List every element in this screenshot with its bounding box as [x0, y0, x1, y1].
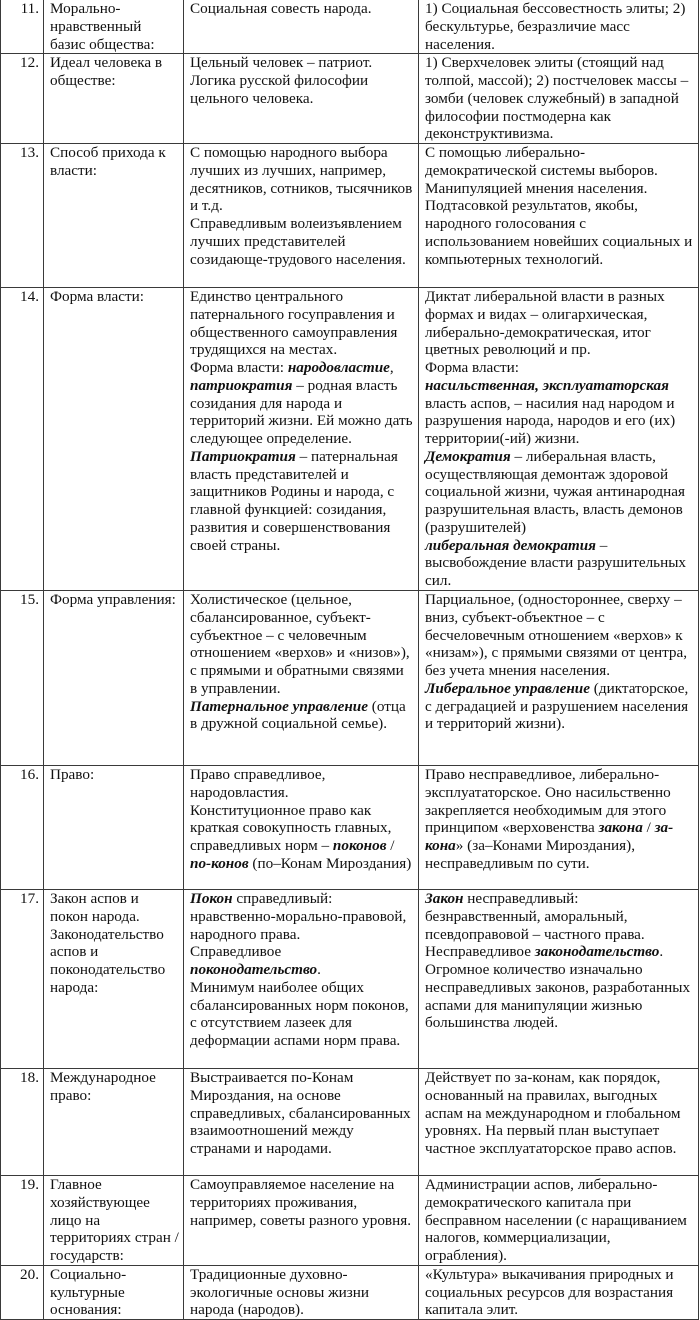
- cell-text: Право несправедливое, либерально-эксплуататорское. Оно насильственно закрепляется необходимым для этого принципом «верховенства: [425, 766, 671, 837]
- row-number: 11.: [1, 0, 44, 54]
- liberal-model-cell: [419, 0, 699, 54]
- cell-text: Справедливым волеизъявлением лучших представителей созидающе-трудового населения.: [190, 215, 406, 268]
- cell-text: Конституционное право как краткая совокупность главных, справедливых норм –: [190, 801, 392, 854]
- criterion-cell: Форма власти:: [44, 288, 184, 591]
- cell-text: Форма власти:: [425, 359, 520, 376]
- cell-text: Выстраивается по-Конам Мироздания, на основе справедливых, сбалансированных взаимоотношений между странами и народами.: [190, 1069, 411, 1157]
- cell-text: Самоуправляемое население на территориях проживания, например, советы разного уровня.: [190, 1176, 412, 1229]
- emphasized-term: патриократия: [190, 376, 293, 394]
- cell-text: Диктат либеральной власти в разных формах и видах – олигархическая, либерально-демократическая, итог цветных революций и пр.: [425, 288, 665, 359]
- cell-text: Форма власти:: [190, 359, 288, 376]
- liberal-model-cell: [419, 1265, 699, 1319]
- cell-text: справедливый: нравственно-морально-правовой, народного права.: [190, 890, 407, 943]
- people-model-cell: [184, 144, 419, 288]
- cell-text: – родная власть созидания для народа и территорий жизни. Ей можно дать следующее определение.: [190, 376, 413, 447]
- emphasized-term: Закон: [425, 890, 464, 907]
- emphasized-term: народовластие: [287, 359, 390, 376]
- table-row: [1, 1265, 699, 1319]
- cell-text: С помощью либерально-демократической системы выборов.: [425, 144, 658, 179]
- cell-text: – высвобождение власти разрушительных сил.: [425, 536, 687, 589]
- cell-text: (диктаторское, с деградацией и разрушением населения и территорий жизни).: [425, 679, 689, 733]
- criterion-cell: Морально-нравственный базис общества:: [44, 0, 184, 54]
- table-body: [1, 0, 699, 1320]
- cell-text: Право справедливое, народовластия.: [190, 766, 326, 801]
- cell-text: (по–Конам Мироздания): [248, 854, 412, 872]
- row-number: 18.: [1, 1069, 44, 1176]
- cell-text: Парциальное, (одностороннее, сверху – вниз, субъект-объектное – с бесчеловечным отношением «верхов» к «низам»), с прямыми связями от центра, без учета мнения населения.: [425, 591, 688, 679]
- people-model-cell: [184, 890, 419, 1069]
- cell-text: – либеральная власть, осуществляющая демонтаж здоровой социальной жизни, чужая антинародная разрушительная власть, власть демонов (разрушителей): [425, 447, 685, 536]
- row-number: 14.: [1, 288, 44, 591]
- people-model-cell: [184, 766, 419, 890]
- table-row: [1, 1069, 699, 1176]
- cell-text: «Культура» выкачивания природных и социальных ресурсов для возрастания капитала элит.: [425, 1265, 674, 1319]
- criterion-cell: Закон аспов и покон народа. Законодательство аспов и поконодательство народа:: [44, 890, 184, 1069]
- criterion-cell: Главное хозяйствующее лицо на территориях стран / государств:: [44, 1176, 184, 1266]
- cell-text: Огромное количество изначально несправедливых законов, разработанных аспами для манипуляции жизнью большинства людей.: [425, 961, 691, 1032]
- people-model-cell: [184, 1265, 419, 1319]
- table-row: [1, 0, 699, 54]
- cell-text: 1) Сверхчеловек элиты (стоящий над толпой, массой); 2) постчеловек массы – зомби (человек служебный) в западной философии постмодерна как деконструктивизма.: [425, 54, 689, 143]
- emphasized-term: по-конов: [190, 854, 249, 872]
- cell-text: Минимум наиболее общих сбалансированных норм поконов, с отсутствием лазеек для деформации аспами норм права.: [190, 978, 409, 1049]
- row-number: 16.: [1, 766, 44, 890]
- cell-text: Администрации аспов, либерально-демократического капитала при бесправном населении (с наращиванием налогов, коммерциализации, ограбления).: [425, 1176, 687, 1264]
- cell-text: С помощью народного выбора лучших из лучших, например, десятников, сотников, тысячников и т.д.: [190, 144, 413, 215]
- cell-text: Традиционные духовно-экологичные основы жизни народа (народов).: [190, 1265, 370, 1319]
- emphasized-term: поконодательство: [190, 961, 318, 978]
- cell-text: власть аспов, – насилия над народом и разрушения народа, народов и его (их) территории(-ий) жизни.: [425, 394, 676, 447]
- table-row: [1, 144, 699, 288]
- cell-text: Несправедливое: [425, 943, 535, 961]
- cell-text: ,: [389, 359, 394, 376]
- liberal-model-cell: [419, 766, 699, 890]
- cell-text: Социальная совесть народа.: [190, 0, 372, 17]
- liberal-model-cell: [419, 288, 699, 591]
- people-model-cell: [184, 54, 419, 144]
- cell-text: Подтасовкой результатов, якобы, народного голосования с использованием новейших социальных и компьютерных технологий.: [425, 197, 693, 268]
- cell-text: Манипуляцией мнения населения.: [425, 179, 648, 197]
- cell-text: Единство центрального патернального госуправления и общественного самоуправления трудящихся на местах.: [190, 288, 398, 359]
- cell-text: Холистическое (цельное, сбалансированное, субъект-субъектное – с человечным отношением «верхов» и «низов»), с прямыми и обратными связями в управлении.: [190, 591, 410, 697]
- table-row: [1, 591, 699, 766]
- criterion-cell: Международное право:: [44, 1069, 184, 1176]
- cell-text: – патернальная власть представителей и защитников Родины и народа, с главной функцией: созидания, развития и совершенствования своей страны.: [190, 447, 398, 554]
- people-model-cell: [184, 0, 419, 54]
- criterion-cell: Способ прихода к власти:: [44, 144, 184, 288]
- criterion-cell: Идеал человека в обществе:: [44, 54, 184, 144]
- table-row: [1, 288, 699, 591]
- emphasized-term: законодательство: [534, 943, 660, 961]
- emphasized-term: Патернальное управление: [190, 697, 368, 715]
- table-row: [1, 890, 699, 1069]
- table-row: [1, 54, 699, 144]
- criterion-cell: Право:: [44, 766, 184, 890]
- people-model-cell: [184, 1176, 419, 1266]
- cell-text: » (за–Конами Мироздания), несправедливым по сути.: [425, 837, 636, 872]
- liberal-model-cell: [419, 890, 699, 1069]
- liberal-model-cell: [419, 591, 699, 766]
- table-row: [1, 1176, 699, 1266]
- row-number: 17.: [1, 890, 44, 1069]
- cell-text: (отца в дружной социальной семье).: [190, 697, 406, 733]
- cell-text: .: [659, 943, 664, 961]
- row-number: 13.: [1, 144, 44, 288]
- emphasized-term: Покон: [190, 890, 233, 907]
- liberal-model-cell: [419, 144, 699, 288]
- cell-text: /: [386, 837, 395, 854]
- emphasized-term: Либеральное управление: [425, 679, 590, 697]
- liberal-model-cell: [419, 1176, 699, 1266]
- cell-text: .: [317, 961, 321, 978]
- people-model-cell: [184, 591, 419, 766]
- row-number: 15.: [1, 591, 44, 766]
- cell-text: /: [642, 819, 655, 837]
- criterion-cell: Социально-культурные основания:: [44, 1265, 184, 1319]
- row-number: 12.: [1, 54, 44, 144]
- emphasized-term: поконов: [332, 837, 387, 854]
- people-model-cell: [184, 288, 419, 591]
- emphasized-term: Демократия: [425, 447, 511, 465]
- emphasized-term: за-кона: [425, 819, 674, 854]
- liberal-model-cell: [419, 54, 699, 144]
- cell-text: Справедливое: [190, 943, 282, 961]
- cell-text: 1) Социальная бессовестность элиты; 2) бескультурье, безразличие масс населения.: [425, 0, 686, 53]
- emphasized-term: закона: [598, 819, 643, 837]
- emphasized-term: Патриократия: [190, 447, 296, 465]
- liberal-model-cell: [419, 1069, 699, 1176]
- people-model-cell: [184, 1069, 419, 1176]
- row-number: 19.: [1, 1176, 44, 1266]
- cell-text: несправедливый: безнравственный, аморальный, псевдоправовой – частного права.: [425, 890, 645, 943]
- emphasized-term: либеральная демократия: [425, 536, 596, 554]
- table-row: [1, 766, 699, 890]
- cell-text: Цельный человек – патриот. Логика русской философии цельного человека.: [190, 54, 373, 107]
- emphasized-term: насильственная, эксплуататорская: [425, 376, 669, 394]
- criterion-cell: Форма управления:: [44, 591, 184, 766]
- row-number: 20.: [1, 1265, 44, 1319]
- cell-text: Действует по за-конам, как порядок, основанный на правилах, выгодных аспам на международном и глобальном уровнях. На первый план выступает частное эксплуататорское право аспов.: [425, 1069, 681, 1157]
